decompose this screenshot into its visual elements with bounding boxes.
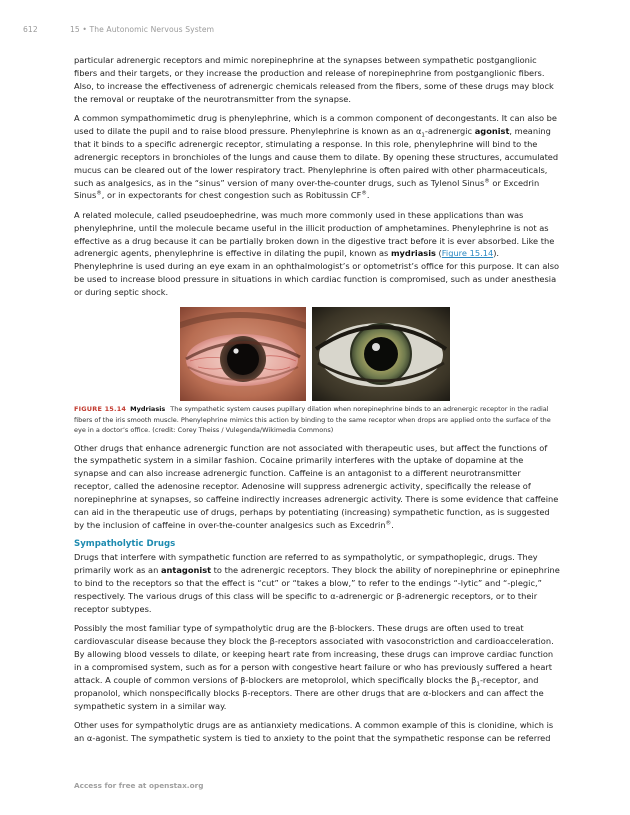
- eye-photo-green: [312, 307, 450, 401]
- running-header: [23, 25, 214, 34]
- page-number: 612: [23, 25, 38, 34]
- key-term-antagonist: antagonist: [160, 565, 212, 576]
- chapter-title: 15 • The Autonomic Nervous System: [70, 25, 215, 34]
- figure-images: [180, 307, 560, 401]
- subscript: 1: [421, 132, 425, 139]
- registered-mark: ®: [96, 190, 102, 197]
- text-run: A common sympathomimetic drug is phenylephrine, which is a common component of decongestants. It can also be used to dilate the pupil and to raise blood pressure. Phenylephrine is known as an α: [74, 113, 557, 136]
- paragraph-4: [74, 442, 560, 532]
- figure-title: Mydriasis: [130, 405, 166, 414]
- text-run: Other drugs that enhance adrenergic function are not associated with therapeutic uses, but affect the functions of the sympathetic system in a similar fashion. Cocaine primarily interferes with the uptake of dopamine at the synapse and can also increase adrenergic function. Caffeine is an antagonist to a different neurotransmitter receptor, called the adenosine receptor. Adenosine will suppress adrenergic activity, specifically the release of norepinephrine at synapses, so caffeine indirectly increases adrenergic activity. There is some evidence that caffeine can aid in the therapeutic use of drugs, perhaps by potentiating (increasing) sympathetic function, as is suggested by the inclusion of caffeine in over-the-counter analgesics such as Excedrin: [74, 442, 559, 530]
- page-footer: Access for free at openstax.org: [74, 781, 204, 790]
- text-run: Drugs that interfere with sympathetic function are referred to as sympatholytic, or sympathoplegic, drugs. They primarily work as an: [74, 552, 538, 576]
- paragraph-1: particular adrenergic receptors and mimic norepinephrine at the synapses between sympathetic postganglionic fibers and their targets, or they increase the production and release of norepinephrine from postganglionic fibers. Also, to increase the effectiveness of adrenergic chemicals released from the fibers, some of these drugs may block the removal or reuptake of the neurotransmitter from the synapse.: [74, 55, 554, 104]
- text-run: to the adrenergic receptors. They block the ability of norepinephrine or epinephrine to bind to the receptors so that the effect is “cut” or “takes a blow,” to refer to the endings “-lytic” and “-plegic,” respectively. The various drugs of this class will be specific to α-adrenergic or β-adrenergic receptors, or to their receptor subtypes.: [74, 565, 560, 614]
- eye-photo-red: [180, 307, 306, 401]
- caption-text: The sympathetic system causes pupillary dilation when norepinephrine binds to an adrenergic receptor in the radial fibers of the iris smooth muscle. Phenylephrine mimics this action by binding to the same receptor when drops are applied onto the surface of the eye in a doctor’s office. (credit: Corey Theiss / Vulegenda/Wikimedia Commons): [74, 405, 551, 434]
- paragraph-3: [74, 209, 560, 299]
- figure-label: FIGURE 15.14: [74, 405, 127, 414]
- text-run: .: [366, 190, 370, 201]
- paragraph-5: [74, 551, 560, 616]
- registered-mark: ®: [361, 190, 367, 197]
- registered-mark: ®: [484, 177, 490, 184]
- text-run: , meaning that it binds to a specific adrenergic receptor, stimulating a response. In this role, phenylephrine will bind to the adrenergic receptors in bronchioles of the lungs and cause them to dilate. By opening these structures, accumulated mucus can be cleared out of the lower respiratory tract. Phenylephrine is often paired with other pharmaceuticals, such as analgesics, as in the “sinus” version of many over-the-counter drugs, such as Tylenol Sinus: [74, 125, 559, 188]
- eye-image-2: [312, 307, 450, 401]
- section-heading: Sympatholytic Drugs: [74, 539, 176, 550]
- text-run: -adrenergic: [424, 125, 475, 136]
- paragraph-7: Other uses for sympatholytic drugs are as antianxiety medications. A common example of this is clonidine, which is an α-agonist. The sympathetic system is tied to anxiety to the point that the sympathetic response can be referred: [74, 719, 554, 743]
- registered-mark: ®: [385, 520, 392, 527]
- figure-caption: [74, 404, 560, 435]
- text-run: Possibly the most familiar type of sympatholytic drug are the β-blockers. These drugs are often used to treat cardiovascular disease because they block the β-receptors associated with vasoconstriction and cardioacceleration. By allowing blood vessels to dilate, or keeping heart rate from increasing, these drugs can improve cardiac function in a compromised system, such as for a person with congestive heart failure or who has previously suffered a heart attack. A couple of common versions of β-blockers are metoprolol, which specifically blocks the β: [74, 623, 554, 685]
- eye-image-1: [180, 307, 306, 401]
- text-run: A related molecule, called pseudoephedrine, was much more commonly used in these applications than was phenylephrine, until the molecule became useful in the illicit production of amphetamines. Phenylephrine is not as effective as a drug because it can be partially broken down in the digestive tract before it is ever absorbed. Like the adrenergic agents, phenylephrine is effective in dilating the pupil, known as: [74, 209, 555, 259]
- text-run: or Excedrin Sinus: [74, 177, 540, 201]
- text-run: , or in expectorants for chest congestion such as Robitussin CF: [101, 190, 362, 201]
- text-run: .: [391, 519, 394, 530]
- text-run: ). Phenylephrine is used during an eye exam in an ophthalmologist’s or optometrist’s office for this purpose. It can also be used to increase blood pressure in situations in which cardiac function is compromised, such as under anesthesia or during septic shock.: [74, 248, 560, 298]
- key-term-mydriasis: mydriasis: [390, 248, 436, 259]
- text-run: -receptor, and propanolol, which nonspecifically blocks β-receptors. There are other drugs that are α-blockers and can affect the sympathetic system in a similar way.: [74, 674, 544, 711]
- paragraph-6: [74, 622, 560, 712]
- figure-link[interactable]: Figure 15.14: [441, 248, 494, 259]
- subscript: 1: [476, 681, 480, 688]
- main-content: [74, 54, 560, 751]
- key-term-agonist: agonist: [474, 125, 510, 136]
- paragraph-2: [74, 112, 560, 202]
- text-run: (: [435, 248, 442, 259]
